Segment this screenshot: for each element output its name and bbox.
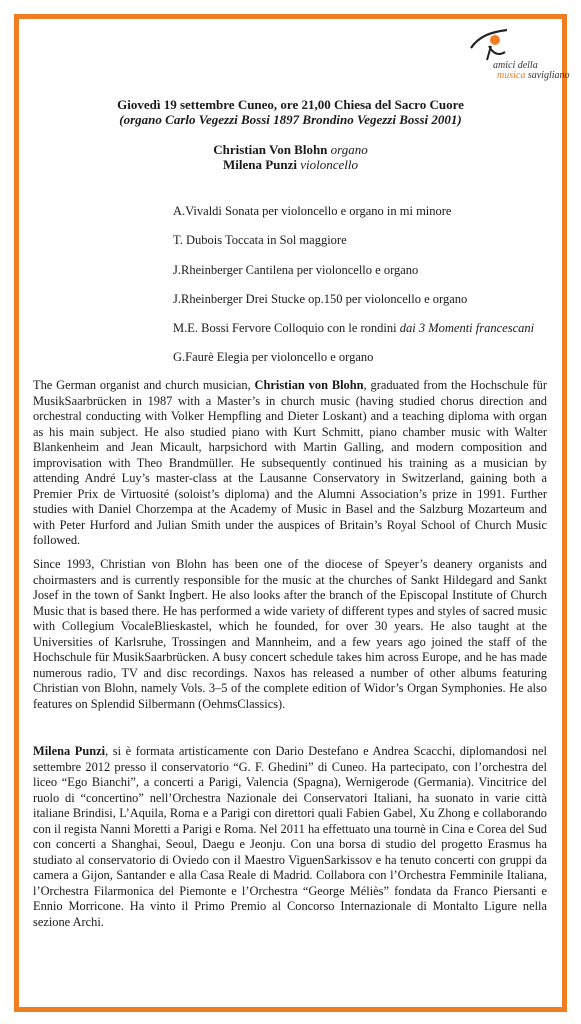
event-date-venue: Giovedì 19 settembre Cuneo, ore 21,00 Chiesa del Sacro Cuore [117,97,464,112]
logo-line-1: amici della [493,60,538,71]
logo [463,26,570,82]
program-item: T. Dubois Toccata in Sol maggiore [173,233,347,247]
logo-figure-icon [469,26,509,62]
program-item: A.Vivaldi Sonata per violoncello e organo in mi minore [173,204,452,218]
performer-2: Milena Punzi violoncello [222,157,359,172]
program-item: J.Rheinberger Drei Stucke op.150 per violoncello e organo [173,292,468,306]
biography-von-blohn: The German organist and church musician, Christian von Blohn, graduated from the Hochschule für MusikSaarbrücken in 1987 with a Master’s in church music (having studied chorus direction and orchestral conducting with Volker Hempfling and Dieter Loskant) and a teaching diploma with organ as his main subject. He also studied piano with Kurt Schmitt, piano chamber music with Walter Blankenheim and Jean Micault, harpsichord with Martin Galling, and modern composition and improvisation with Theo Brandmüller. He subsequently continued his training as a musician by attending André Luy’s master-class at the Lausanne Conservatory in Switzerland, gaining both a Premier Prix de Virtuosité (soloist’s diploma) and the Alumni Association’s prize in 1991. Further studies with Daniel Chorzempa at the Academy of Music in Basel and the Salzburg Mozarteum and with Peter Hurford and Julian Smith under the auspices of Britain’s Royal School of Church Music followed. [33,378,548,547]
organ-info: (organo Carlo Vegezzi Bossi 1897 Brondino Vegezzi Bossi 2001) [119,112,462,127]
biography-punzi: Milena Punzi, si è formata artisticamente con Dario Destefano e Andrea Scacchi, diplomandosi nel settembre 2012 presso il conservatorio “G. F. Ghedini” di Cuneo. Ha partecipato, con l’orchestra del liceo “Ego Bianchi”, a concerti a Parigi, Valencia (Spagna), Wernigerode (Germania). Vincitrice del ruolo di “concertino” nell’Orchestra Nazionale dei Conservatori Italiani, ha suonato in varie città italiane Brindisi, L’Aquila, Roma e a Parigi con direttori quali Fabien Gabel, Xu Zhong e collaborando con il regista Nanni Moretti a Parigi e Roma. Nel 2011 ha effettuato una tournè in Cina e Corea del Sud con concerti a Shanghai, Seoul, Daegu e Jeonju. Con una borsa di studio del progetto Erasmus ha studiato al conservatorio di Oviedo con il Maestro ViguenSarkissov e ha tenuto concerti con gruppi da camera a Gijon, Santander e alla Casa Reale di Madrid. Collabora con l’Orchestra Femminile Italiana, l’Orchestra Filarmonica del Piemonte e l’Orchestra “George Méliès” fondata da Franco Piersanti e Ennio Morricone. Ha vinto il Primo Premio al Concorso Internazionale di Montalto Ligure nella sezione Archi. [33,744,547,929]
program-item: G.Faurè Elegia per violoncello e organo [173,350,374,364]
program-item: M.E. Bossi Fervore Colloquio con le rondini dai 3 Momenti francescani [173,321,535,335]
logo-line-2: musica savigliano [497,70,570,81]
program-item: J.Rheinberger Cantilena per violoncello e organo [173,263,419,277]
performer-1: Christian Von Blohn organo [213,142,368,157]
biography-von-blohn-career: Since 1993, Christian von Blohn has been one of the diocese of Speyer’s deanery organists and choirmasters and is currently responsible for the music at the churches of Sankt Hildegard and Sankt Josef in the town of Sankt Ingbert. He also looks after the branch of the Episcopal Institute of Church Music that is based there. He has performed a wide variety of different types and styles of sacred music with Collegium VocaleBlieskastel, which he founded, for over 30 years. He also taught at the Universities of Karlsruhe, Trossingen and Mannheim, and a few years ago joined the staff of the Hochschule für MusikSaarbrücken. A busy concert schedule takes him across Europe, and he has made numerous radio, TV and disc recordings. Naxos has released a number of other albums featuring Christian von Blohn, namely Vols. 3–5 of the complete edition of Widor’s Organ Symphonies. He also features on Splendid Silbermann (OehmsClassics). [33,557,547,711]
